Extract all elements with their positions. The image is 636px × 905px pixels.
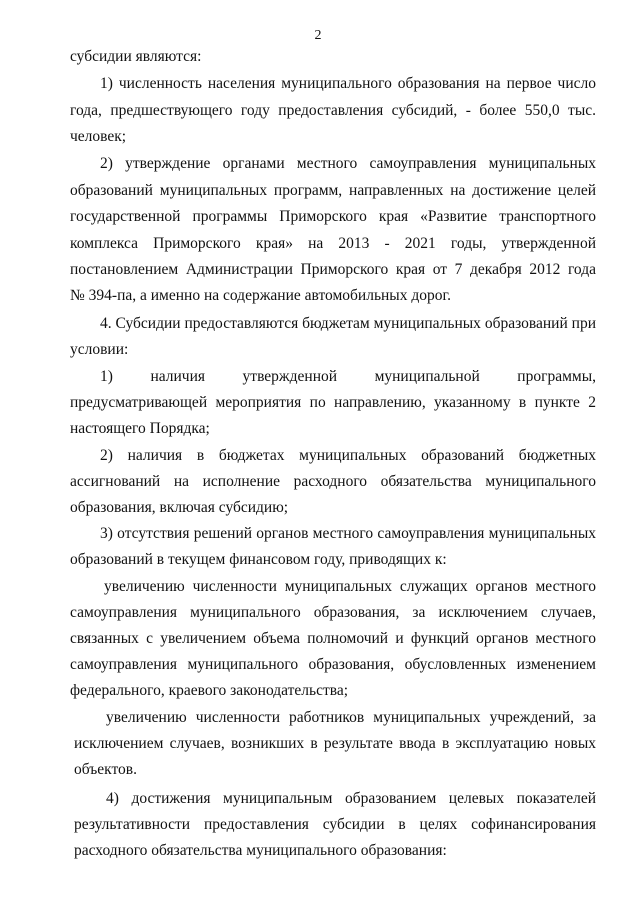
text-line: условии: (70, 341, 129, 358)
text-line: образований муниципальных программ, направленных на достижение целей (70, 182, 596, 199)
text-line: настоящего Порядка; (70, 420, 210, 437)
text-line: 2) утверждение органами местного самоуправления муниципальных (100, 155, 596, 172)
text-line: № 394-па, а именно на содержание автомобильных дорог. (70, 287, 451, 304)
text-line: комплекса Приморского края» на 2013 - 2021 годы, утвержденной (70, 235, 596, 252)
text-line: 4) достижения муниципальным образованием целевых показателей (106, 790, 596, 807)
text-line: исключением случаев, возникших в результате ввода в эксплуатацию новых (74, 735, 596, 752)
text-line: ассигнований на исполнение расходного обязательства муниципального (70, 473, 596, 490)
page-number: 2 (314, 28, 322, 43)
text-line: 2) наличия в бюджетах муниципальных образований бюджетных (100, 447, 596, 464)
text-line: расходного обязательства муниципального образования: (74, 842, 447, 859)
text-line: субсидии являются: (70, 48, 202, 65)
text-line: образований в текущем финансовом году, приводящих к: (70, 551, 447, 568)
text-line: предусматривающей мероприятия по направлению, указанному в пункте 2 (70, 394, 596, 411)
text-line: самоуправления муниципального образования, за исключением случаев, (70, 604, 596, 621)
text-line: самоуправления муниципального образования, обусловленных изменением (70, 656, 596, 673)
text-line: объектов. (74, 761, 137, 778)
text-line: 3) отсутствия решений органов местного самоуправления муниципальных (100, 525, 596, 542)
text-line: 1) наличия утвержденной муниципальной программы, (100, 368, 596, 385)
text-line: связанных с увеличением объема полномочий и функций органов местного (70, 630, 596, 647)
text-line: 1) численность населения муниципального образования на первое число (100, 75, 596, 92)
text-line: года, предшествующего году предоставления субсидий, - более 550,0 тыс. (70, 102, 596, 119)
text-line: увеличению численности работников муниципальных учреждений, за (106, 709, 596, 726)
text-line: образования, включая субсидию; (70, 499, 289, 516)
text-line: увеличению численности муниципальных служащих органов местного (104, 578, 596, 595)
text-line: человек; (70, 128, 127, 145)
text-line: результативности предоставления субсидии в целях софинансирования (74, 816, 596, 833)
text-line: государственной программы Приморского края «Развитие транспортного (70, 208, 596, 225)
text-line: федерального, краевого законодательства; (70, 682, 349, 699)
text-line: 4. Субсидии предоставляются бюджетам муниципальных образований при (100, 315, 596, 332)
text-line: постановлением Администрации Приморского края от 7 декабря 2012 года (70, 261, 596, 278)
